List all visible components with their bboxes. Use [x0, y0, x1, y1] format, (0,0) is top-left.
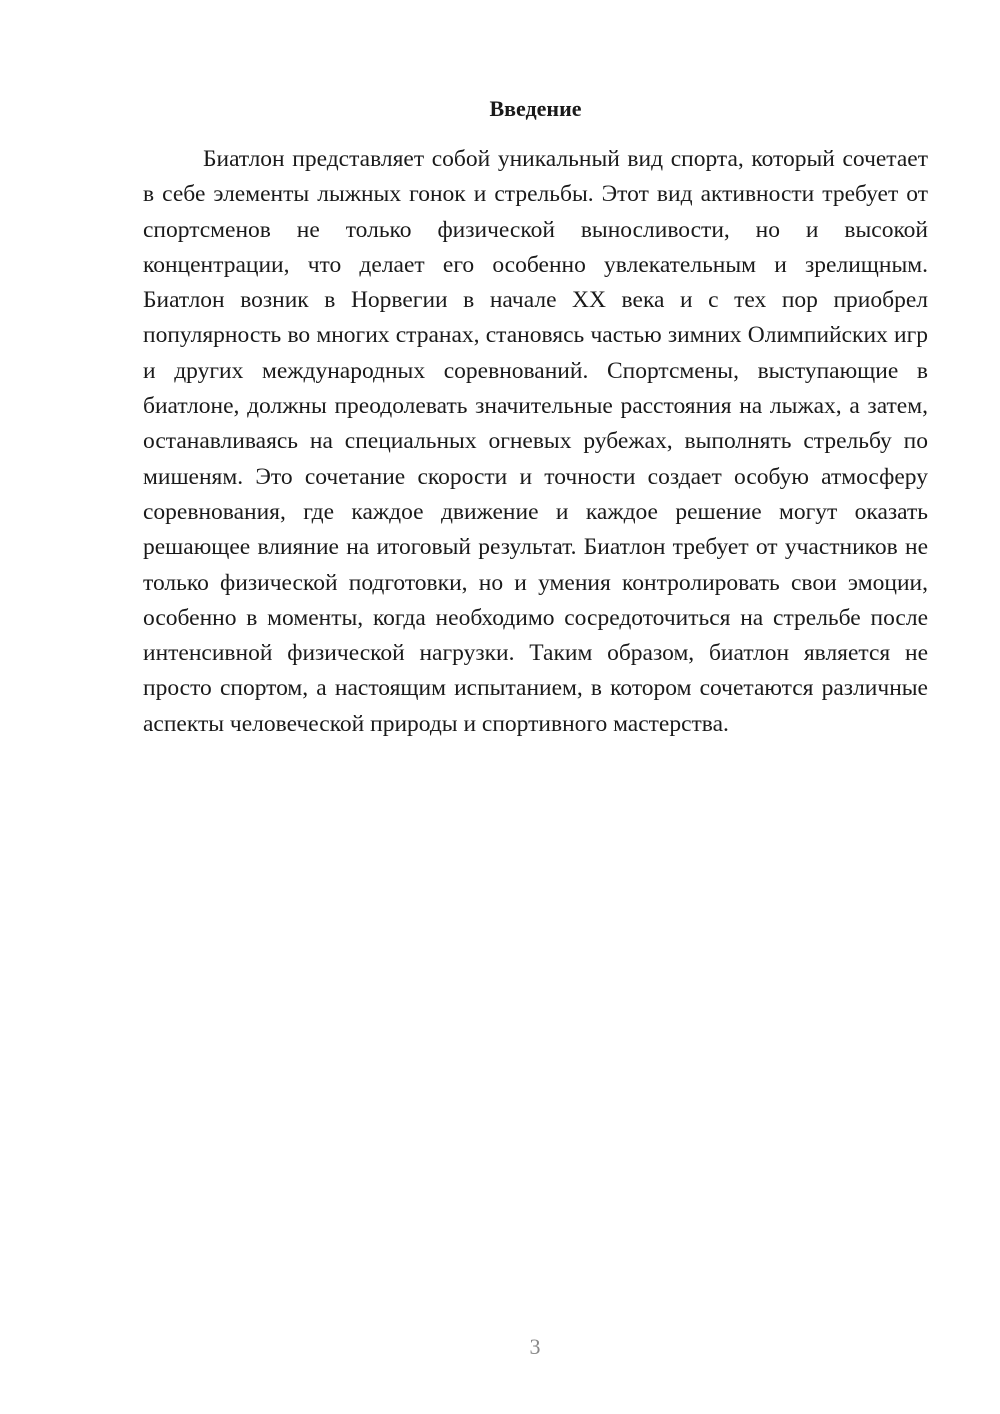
page-number: 3 [529, 1334, 541, 1359]
body-paragraph: Биатлон представляет собой уникальный вид спорта, который сочетает в себе элементы лыжных гонок и стрельбы. Этот вид активности требует от спортсменов не только физической выносливости, но и высокой концентрации, что делает его особенно увлекательным и зрелищным. Биатлон возник в Норвегии в начале XX века и с тех пор приобрел популярность во многих странах, становясь частью зимних Олимпийских игр и других международных соревнований. Спортсмены, выступающие в биатлоне, должны преодолевать значительные расстояния на лыжах, а затем, останавливаясь на специальных огневых рубежах, выполнять стрельбу по мишеням. Это сочетание скорости и точности создает особую атмосферу соревнования, где каждое движение и каждое решение могут оказать решающее влияние на итоговый результат. Биатлон требует от участников не только физической подготовки, но и умения контролировать свои эмоции, особенно в моменты, когда необходимо сосредоточиться на стрельбе после интенсивной физической нагрузки. Таким образом, биатлон является не просто спортом, а настоящим испытанием, в котором сочетаются различные аспекты человеческой природы и спортивного мастерства. [143, 146, 928, 737]
section-heading: Введение [489, 96, 582, 121]
